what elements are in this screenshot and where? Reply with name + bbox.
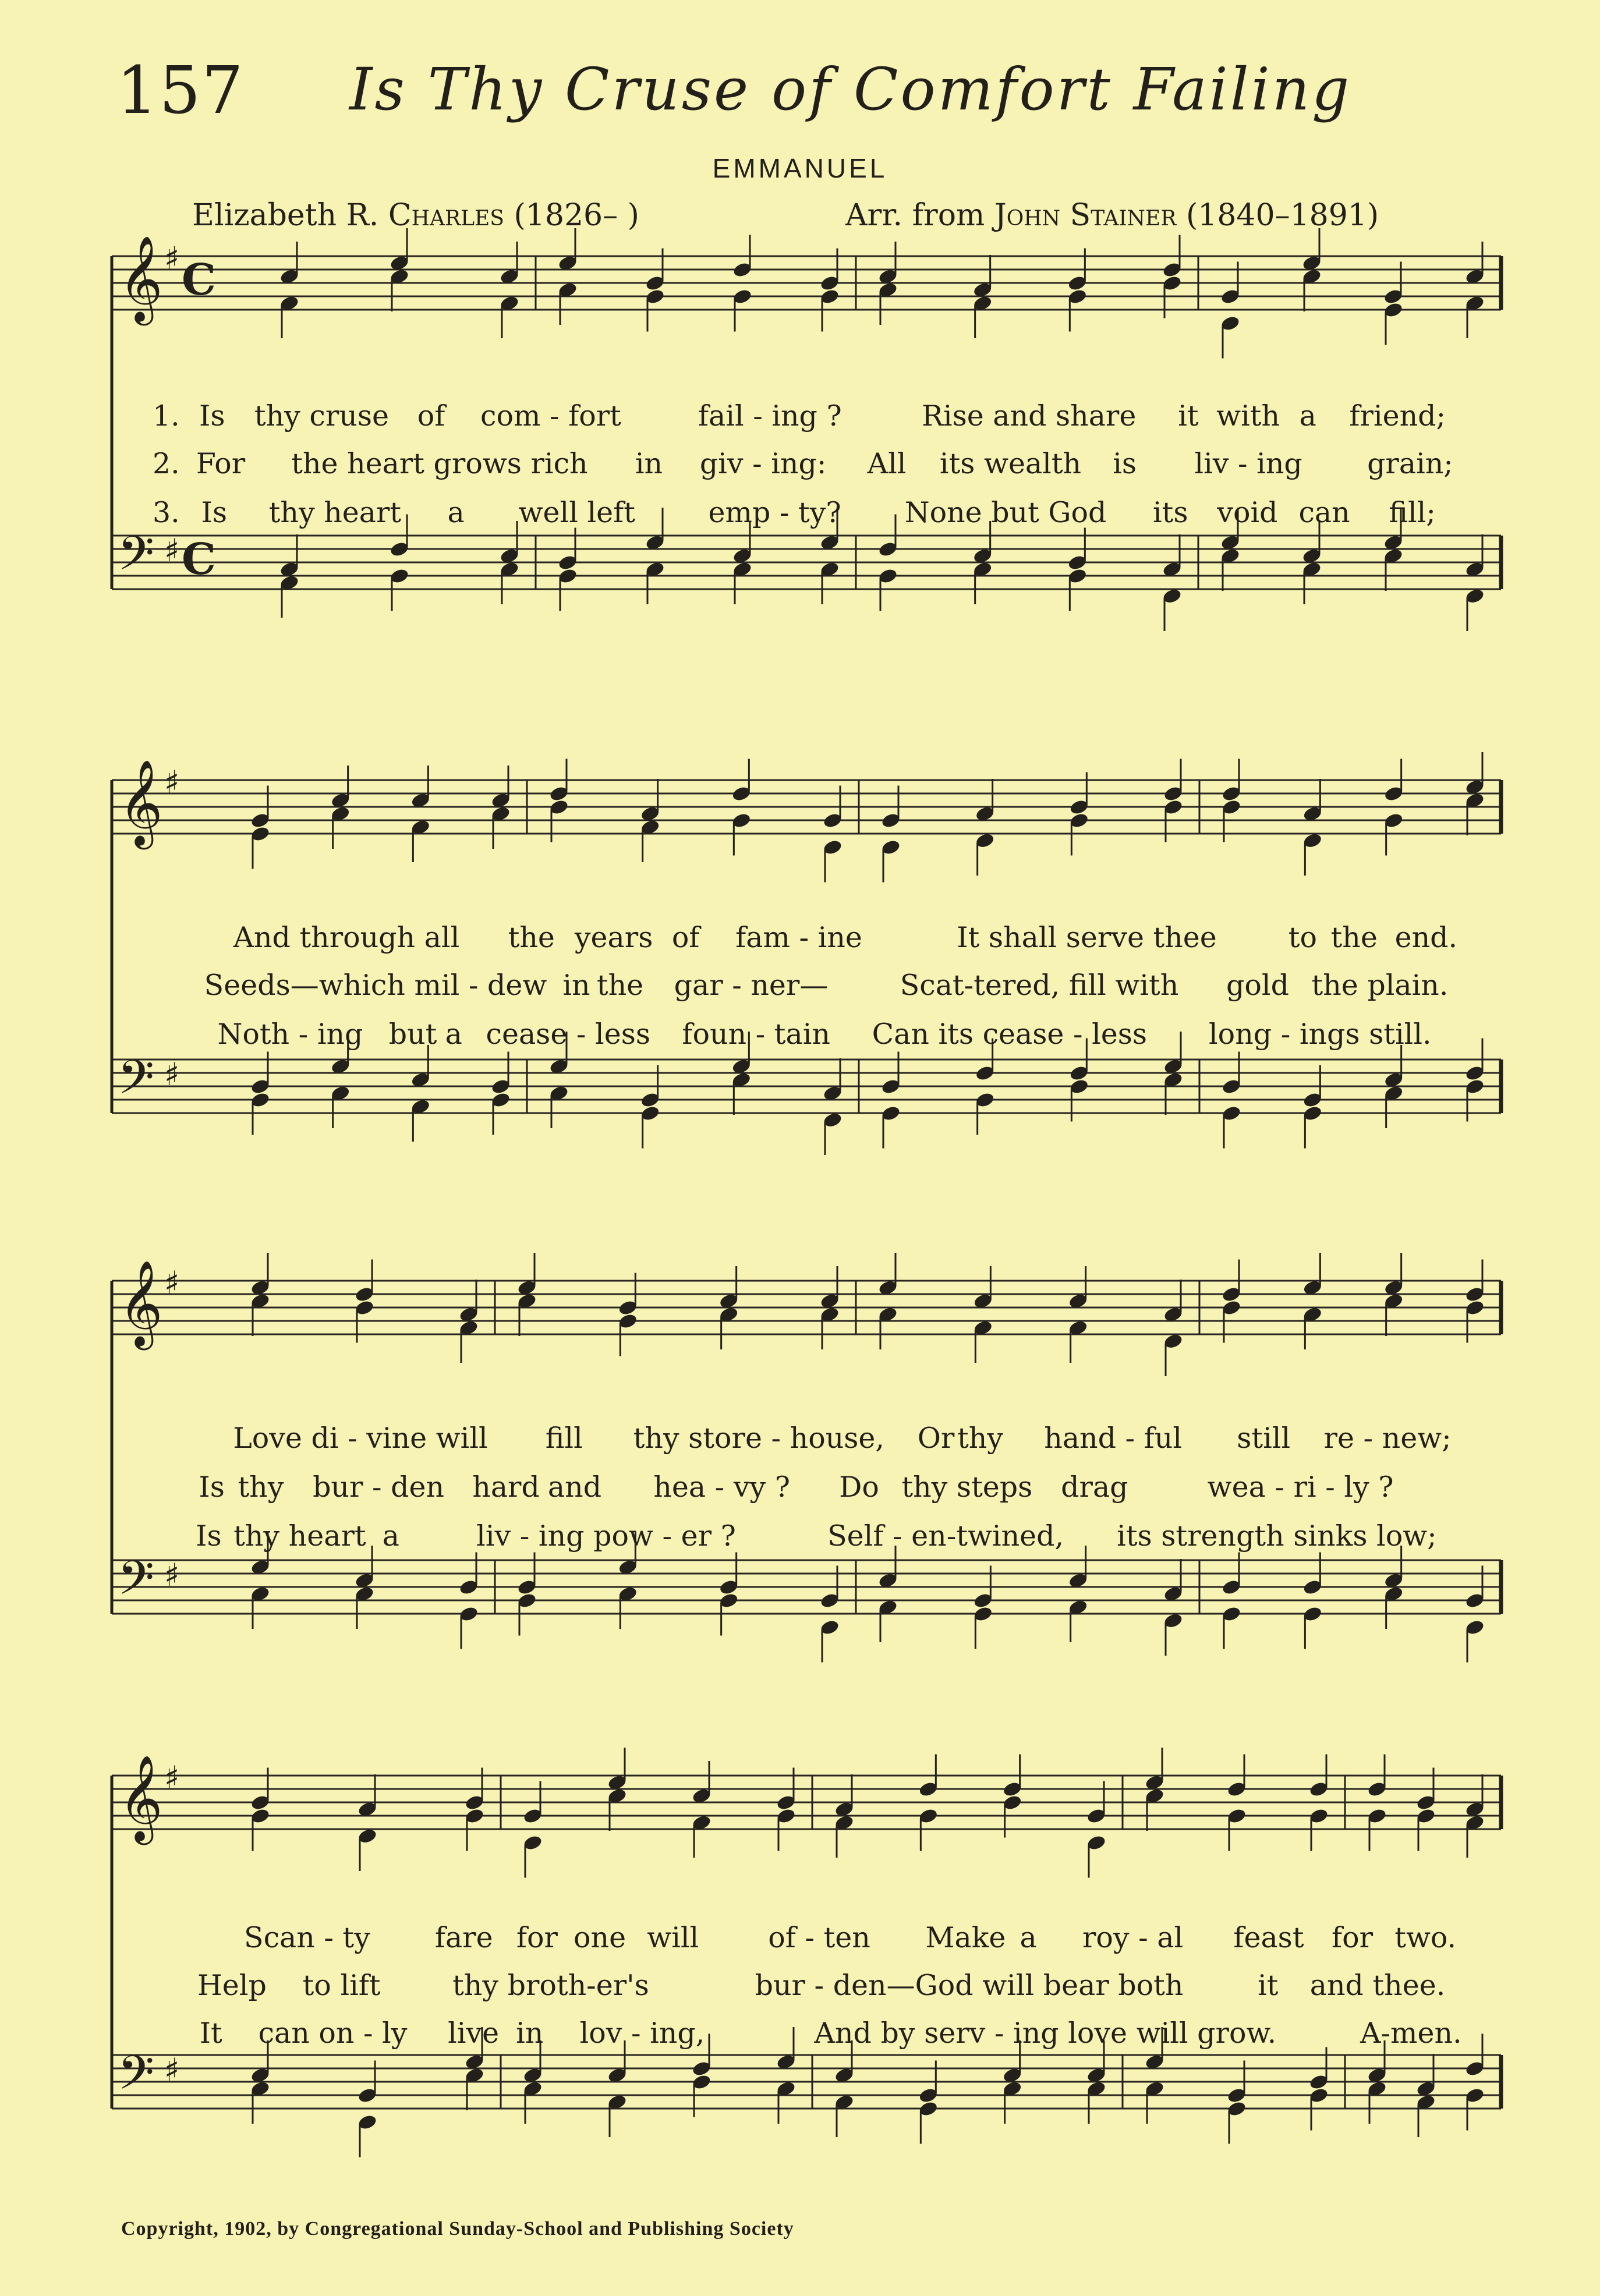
lyric-syllable: fill; (1389, 496, 1436, 529)
lyric-syllable: fail - ing ? (698, 399, 842, 433)
common-time-icon: C (182, 255, 216, 305)
lyric-syllable: Is (196, 1519, 222, 1553)
lyric-syllable: Can its cease - less (872, 1018, 1148, 1051)
lyric-syllable: and thee. (1309, 1969, 1446, 2002)
lyric-syllable: grain; (1367, 447, 1453, 480)
bass-clef-icon: 𝄢 (118, 2046, 155, 2112)
stanza-number: 1. (153, 399, 180, 433)
key-signature-sharp-icon: ♯ (164, 240, 180, 277)
lyric-syllable: two. (1394, 1921, 1457, 1954)
lyric-syllable: years (574, 921, 653, 954)
composer-dates: (1840–1891) (1176, 198, 1379, 233)
lyric-syllable: void (1217, 496, 1278, 529)
lyric-syllable: Scan - ty (244, 1921, 370, 1954)
treble-clef-icon: 𝄞 (119, 759, 163, 846)
lyric-syllable: liv - ing (1194, 447, 1302, 480)
lyric-syllable: Is (199, 1471, 225, 1504)
lyric-syllable: And by serv - ing love will grow. (814, 2017, 1277, 2050)
lyric-syllable: to lift (302, 1969, 381, 2002)
treble-clef-icon: 𝄞 (119, 1260, 163, 1347)
lyric-syllable: Scat-tered, fill with (900, 969, 1179, 1002)
common-time-icon: C (182, 534, 216, 584)
lyric-syllable: bur - den—God will bear both (755, 1969, 1184, 2002)
author-first: Elizabeth R. (192, 198, 388, 233)
lyric-syllable: and (547, 1471, 602, 1504)
lyric-syllable: emp - ty? (708, 496, 841, 529)
copyright-notice: Copyright, 1902, by Congregational Sunday-School and Publishing Society (121, 2218, 794, 2240)
lyric-syllable: well left (518, 496, 635, 529)
lyric-syllable: but (388, 1018, 437, 1051)
lyric-syllable: a (1299, 399, 1316, 433)
lyric-syllable: gold (1226, 969, 1289, 1002)
lyric-syllable: long - ings still. (1209, 1018, 1432, 1051)
lyric-syllable: Is (199, 399, 225, 433)
composer-prefix: Arr. from (845, 198, 994, 233)
lyric-syllable: the (596, 969, 644, 1002)
author-dates: (1826– ) (504, 198, 639, 233)
treble-clef-icon: 𝄞 (119, 235, 163, 322)
lyric-syllable: It shall serve thee (957, 921, 1217, 954)
lyric-syllable: still (1237, 1422, 1291, 1455)
lyric-syllable: is (1113, 447, 1137, 480)
lyric-syllable: one (574, 1921, 626, 1954)
lyric-syllable: bur - den (313, 1471, 445, 1504)
lyric-syllable: will (647, 1921, 699, 1954)
lyric-syllable: All (867, 447, 907, 480)
lyric-syllable: fare (434, 1921, 493, 1954)
lyric-syllable: Is (201, 496, 228, 529)
lyric-syllable: Help (197, 1969, 267, 2002)
lyric-syllable: liv - ing pow - er ? (476, 1519, 736, 1553)
lyric-syllable: thy cruse (254, 399, 389, 433)
key-signature-sharp-icon: ♯ (164, 1264, 180, 1301)
lyric-syllable: can on - ly (258, 2017, 408, 2050)
author-last: Charles (388, 198, 504, 233)
bass-clef-icon: 𝄢 (118, 526, 155, 593)
lyric-syllable: A-men. (1360, 2017, 1462, 2050)
lyric-syllable: with (1216, 399, 1280, 433)
key-signature-sharp-icon: ♯ (164, 2051, 180, 2088)
lyric-syllable: the plain. (1311, 969, 1449, 1002)
lyric-syllable: a (1020, 1921, 1037, 1954)
lyric-syllable: hand - ful (1044, 1422, 1183, 1455)
lyric-syllable: thy (957, 1422, 1003, 1455)
key-signature-sharp-icon: ♯ (164, 532, 180, 569)
key-signature-sharp-icon: ♯ (164, 1056, 180, 1093)
lyric-syllable: hard (472, 1471, 540, 1504)
lyric-syllable: it (1178, 399, 1199, 433)
lyric-syllable: friend; (1349, 399, 1446, 433)
lyric-syllable: for (1332, 1921, 1374, 1954)
bass-clef-icon: 𝄢 (118, 1551, 155, 1617)
lyric-syllable: Love di - vine will (233, 1422, 488, 1455)
key-signature-sharp-icon: ♯ (164, 1759, 180, 1796)
bass-clef-icon: 𝄢 (118, 1050, 155, 1117)
lyric-syllable: hea - vy ? (653, 1471, 791, 1504)
lyric-syllable: lov - ing, (579, 2017, 705, 2050)
lyric-syllable: None but God (904, 496, 1107, 529)
lyric-syllable: the (508, 921, 555, 954)
lyric-syllable: of - ten (768, 1921, 870, 1954)
lyric-syllable: fam - ine (735, 921, 862, 954)
lyric-syllable: cease - less (486, 1018, 650, 1051)
lyric-syllable: can (1298, 496, 1350, 529)
lyric-syllable: It (199, 2017, 222, 2050)
lyric-syllable: thy steps (901, 1471, 1033, 1504)
lyric-syllable: re - new; (1323, 1422, 1452, 1455)
lyric-syllable: its (1152, 496, 1188, 529)
lyric-syllable: com - fort (480, 399, 621, 433)
lyric-syllable: Seeds—which mil - dew (204, 969, 547, 1002)
lyric-syllable: its strength sinks low; (1117, 1519, 1437, 1553)
lyric-syllable: of (671, 921, 700, 954)
lyric-syllable: thy (238, 1471, 284, 1504)
lyric-syllable: gar - ner— (674, 969, 829, 1002)
lyric-syllable: Do (839, 1471, 879, 1504)
lyric-syllable: thy broth-er's (452, 1969, 649, 2002)
lyric-syllable: the heart grows rich (291, 447, 588, 480)
lyric-syllable: for (516, 1921, 558, 1954)
lyric-syllable: giv - ing: (699, 447, 827, 480)
lyric-syllable: in (562, 969, 590, 1002)
lyric-syllable: Noth - ing (217, 1018, 363, 1051)
lyric-syllable: the (1330, 921, 1378, 954)
composer-name: John Stainer (994, 198, 1177, 233)
lyric-syllable: roy - al (1082, 1921, 1184, 1954)
lyric-syllable: end. (1394, 921, 1458, 954)
lyric-syllable: For (196, 447, 246, 480)
lyric-syllable: in (635, 447, 663, 480)
lyric-syllable: Rise and share (922, 399, 1137, 433)
lyric-syllable: it (1258, 1969, 1279, 2002)
lyric-syllable: Make (925, 1921, 1006, 1954)
lyric-syllable: drag (1061, 1471, 1128, 1504)
lyric-syllable: its wealth (939, 447, 1082, 480)
lyric-syllable: of (417, 399, 445, 433)
lyric-syllable: a (445, 1018, 462, 1051)
lyric-syllable: in (516, 2017, 544, 2050)
stanza-number: 2. (153, 447, 180, 480)
lyric-syllable: fill (545, 1422, 583, 1455)
lyric-syllable: foun - tain (682, 1018, 830, 1051)
lyric-syllable: to (1288, 921, 1318, 954)
lyric-syllable: thy store - house, (633, 1422, 884, 1455)
lyric-syllable: thy heart (268, 496, 402, 529)
hymn-title: Is Thy Cruse of Comfort Failing (349, 55, 1352, 123)
lyric-syllable: Self - en-twined, (827, 1519, 1064, 1553)
lyric-syllable: wea - ri - ly ? (1207, 1471, 1394, 1504)
hymn-number: 157 (116, 53, 245, 129)
lyric-syllable: Or (917, 1422, 955, 1455)
lyric-syllable: feast (1233, 1921, 1304, 1954)
lyric-syllable: thy heart (233, 1519, 366, 1553)
lyric-syllable: live (448, 2017, 500, 2050)
key-signature-sharp-icon: ♯ (164, 1557, 180, 1593)
key-signature-sharp-icon: ♯ (164, 764, 180, 800)
lyric-syllable: a (447, 496, 465, 529)
treble-clef-icon: 𝄞 (119, 1755, 163, 1841)
lyric-syllable: And through all (233, 921, 460, 954)
stanza-number: 3. (153, 496, 180, 529)
tune-name: EMMANUEL (712, 153, 888, 183)
lyric-syllable: a (382, 1519, 399, 1553)
